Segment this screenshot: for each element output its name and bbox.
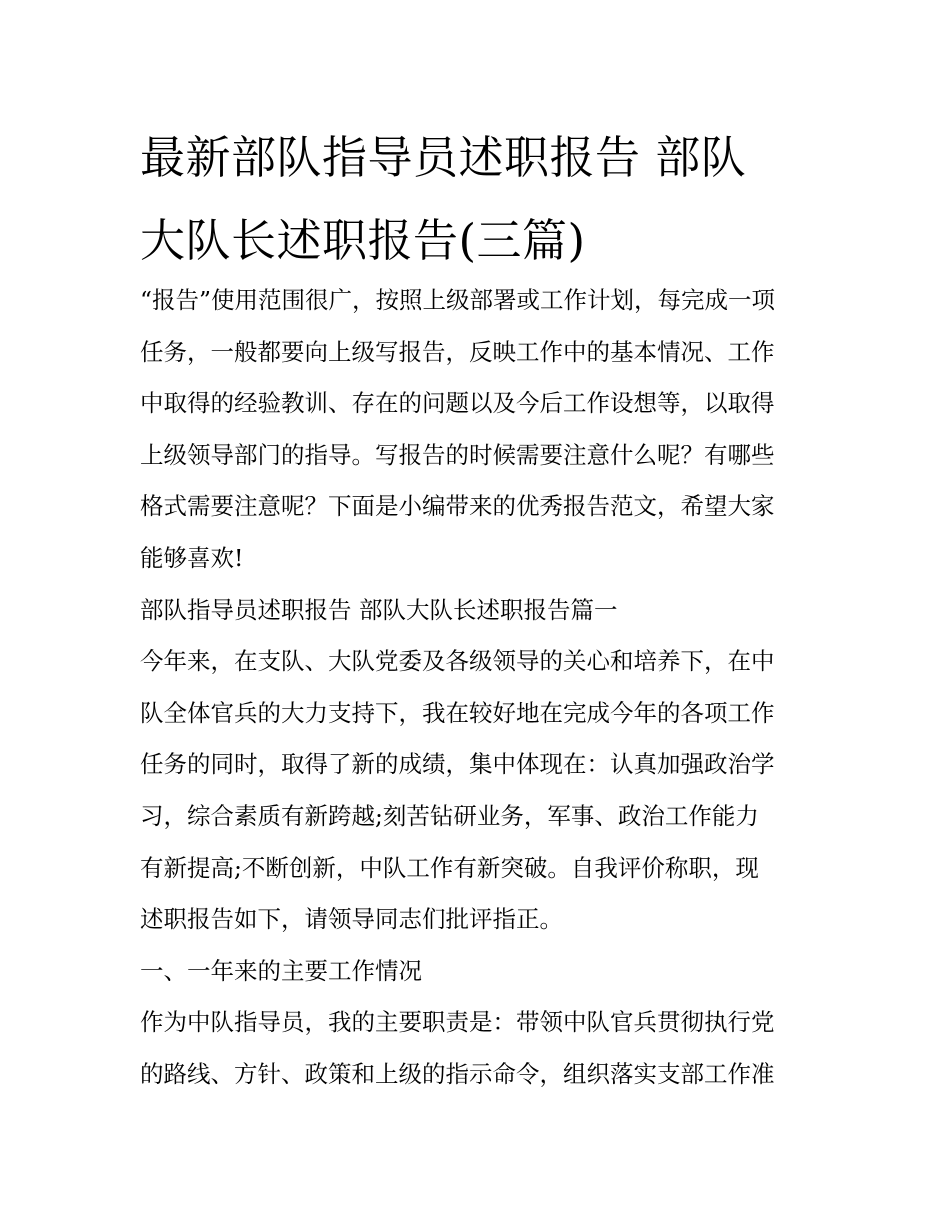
paragraph-line: 作为中队指导员，我的主要职责是：带领中队官兵贯彻执行党 <box>140 1008 775 1037</box>
paragraph-line: 任务，一般都要向上级写报告，反映工作中的基本情况、工作 <box>140 337 775 366</box>
paragraph-line: 习，综合素质有新跨越;刻苦钻研业务，军事、政治工作能力 <box>140 801 759 830</box>
paragraph-line: 队全体官兵的大力支持下，我在较好地在完成今年的各项工作 <box>140 698 775 727</box>
section-heading: 一、一年来的主要工作情况 <box>140 956 422 985</box>
document-body <box>140 275 830 1101</box>
title-line: 大队长述职报告(三篇) <box>140 214 586 267</box>
paragraph-line: 任务的同时，取得了新的成绩，集中体现在：认真加强政治学 <box>140 750 775 779</box>
paragraph-line: 上级领导部门的指导。写报告的时候需要注意什么呢？有哪些 <box>140 440 775 469</box>
section-heading: 部队指导员述职报告 部队大队长述职报告篇一 <box>140 595 618 624</box>
paragraph-line: 的路线、方针、政策和上级的指示命令，组织落实支部工作准 <box>140 1059 775 1088</box>
paragraph-line: 述职报告如下，请领导同志们批评指正。 <box>140 905 563 934</box>
paragraph-line: 今年来，在支队、大队党委及各级领导的关心和培养下，在中 <box>140 647 775 676</box>
paragraph-line: 格式需要注意呢？下面是小编带来的优秀报告范文，希望大家 <box>140 492 775 521</box>
paragraph-line: 能够喜欢! <box>140 543 244 572</box>
title-line: 最新部队指导员述职报告 部队 <box>140 131 747 184</box>
paragraph-line: “报告”使用范围很广，按照上级部署或工作计划，每完成一项 <box>140 286 776 314</box>
paragraph-line: 有新提高;不断创新，中队工作有新突破。自我评价称职，现 <box>140 853 759 882</box>
document-title <box>140 116 830 282</box>
paragraph-line: 中取得的经验教训、存在的问题以及今后工作设想等，以取得 <box>140 389 775 418</box>
